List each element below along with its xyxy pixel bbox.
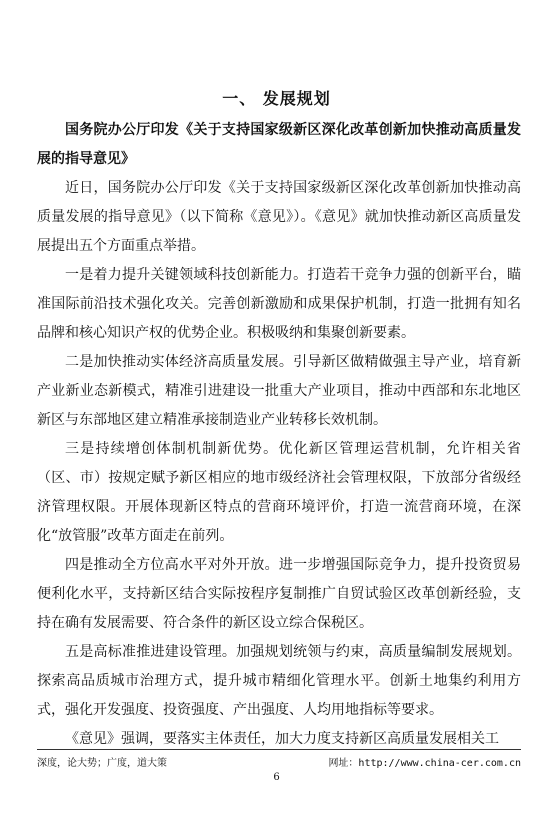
section-title: 一、 发展规划: [222, 89, 331, 108]
footer-website: 网址：http://www.china-cer.com.cn: [328, 758, 521, 769]
body-text: [37, 174, 521, 754]
paragraph: 一是着力提升关键领域科技创新能力。打造若干竞争力强的创新平台，瞄准国际前沿技术强化攻关。完善创新激励和成果保护机制，打造一批拥有知名品牌和核心知识产权的优势企业。积极吸纳和集聚创新要素。: [37, 267, 521, 341]
paragraph: 近日，国务院办公厅印发《关于支持国家级新区深化改革创新加快推动高质量发展的指导意见》（以下简称《意见》）。《意见》就加快推动新区高质量发展提出五个方面重点举措。: [37, 180, 521, 254]
paragraph: 二是加快推动实体经济高质量发展。引导新区做精做强主导产业，培育新产业新业态新模式，精准引进建设一批重大产业项目，推动中西部和东北地区新区与东部地区建立精准承接制造业产业转移长效机制。: [37, 354, 521, 428]
footer-divider: [37, 749, 521, 750]
page-number: 6: [273, 772, 280, 783]
paragraph: 四是推动全方位高水平对外开放。进一步增强国际竞争力，提升投资贸易便利化水平，支持新区结合实际按程序复制推广自贸试验区改革创新经验，支持在确有发展需要、符合条件的新区设立综合保税区。: [37, 557, 521, 631]
document-title: 国务院办公厅印发《关于支持国家级新区深化改革创新加快推动高质量发展的指导意见》: [37, 122, 521, 167]
paragraph: 《意见》强调，要落实主体责任，加大力度支持新区高质量发展相关工: [65, 731, 499, 747]
paragraph: 三是持续增创体制机制新优势。优化新区管理运营机制，允许相关省（区、市）按规定赋予新区相应的地市级经济社会管理权限，下放部分省级经济管理权限。开展体现新区特点的营商环境评价，打造一流营商环境，在深化“放管服”改革方面走在前列。: [37, 441, 521, 544]
paragraph: 五是高标准推进建设管理。加强规划统领与约束，高质量编制发展规划。探索高品质城市治理方式，提升城市精细化管理水平。创新土地集约利用方式，强化开发强度、投资强度、产出强度、人均用地指标等要求。: [37, 644, 521, 718]
footer-slogan: 深度，论大势；广度，道大策: [37, 758, 167, 769]
